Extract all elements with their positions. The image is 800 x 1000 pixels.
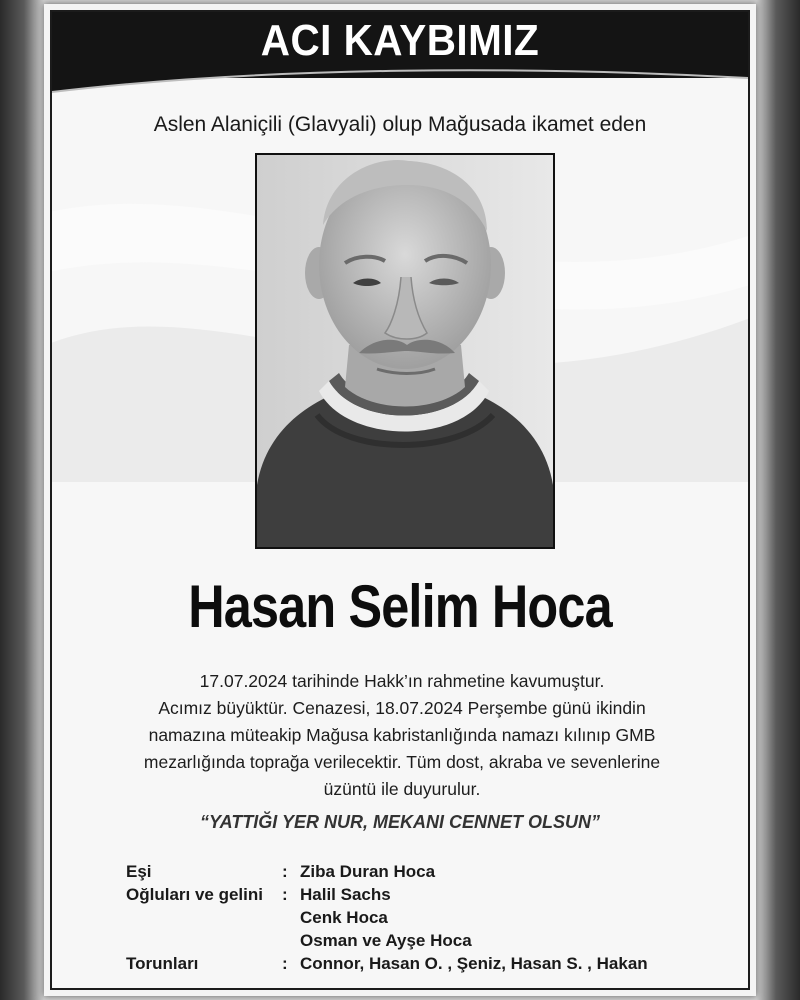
family-row-grandchildren: [126, 954, 706, 977]
spouse-name: Ziba Duran Hoca: [300, 862, 436, 881]
family-row-sons-cont: [126, 908, 706, 931]
separator-colon: :: [282, 862, 288, 881]
announcement-line: mezarlığında toprağa verilecektir. Tüm dost, akraba ve sevenlerine: [143, 752, 661, 772]
obituary-card: [44, 4, 756, 996]
origin-line: Aslen Alaniçili (Glavyali) olup Mağusada ikamet eden: [153, 113, 647, 136]
separator-colon: :: [282, 885, 288, 904]
grandchildren-label: Torunları: [126, 954, 199, 973]
son-name: Cenk Hoca: [300, 908, 388, 927]
announcement-text: [92, 668, 712, 803]
separator-colon: :: [282, 954, 288, 973]
grandchildren-names: Connor, Hasan O. , Şeniz, Hasan S. , Hakan: [300, 954, 648, 973]
memorial-motto: “YATTIĞI YER NUR, MEKANI CENNET OLSUN”: [199, 812, 601, 832]
sons-label: Oğluları ve gelini: [126, 885, 263, 904]
family-row-spouse: [126, 862, 706, 885]
deceased-name: Hasan Selim Hoca: [188, 573, 612, 640]
obituary-frame: [50, 10, 750, 990]
header-title: ACI KAYBIMIZ: [260, 16, 540, 65]
announcement-line: Acımız büyüktür. Cenazesi, 18.07.2024 Perşembe günü ikindin: [158, 698, 646, 718]
portrait-photo: [255, 153, 555, 549]
family-row-sons-cont: [126, 931, 706, 954]
header-curve-decoration: [52, 64, 748, 94]
spouse-label: Eşi: [126, 862, 152, 881]
family-list: [126, 862, 706, 977]
announcement-line: 17.07.2024 tarihinde Hakk’ın rahmetine kavumuştur.: [199, 671, 605, 691]
announcement-line: üzüntü ile duyurulur.: [323, 779, 481, 799]
portrait-illustration: [257, 155, 553, 547]
announcement-line: namazına müteakip Mağusa kabristanlığında namazı kılınıp GMB: [148, 725, 656, 745]
son-name: Osman ve Ayşe Hoca: [300, 931, 472, 950]
family-row-sons: [126, 885, 706, 908]
son-name: Halil Sachs: [300, 885, 391, 904]
